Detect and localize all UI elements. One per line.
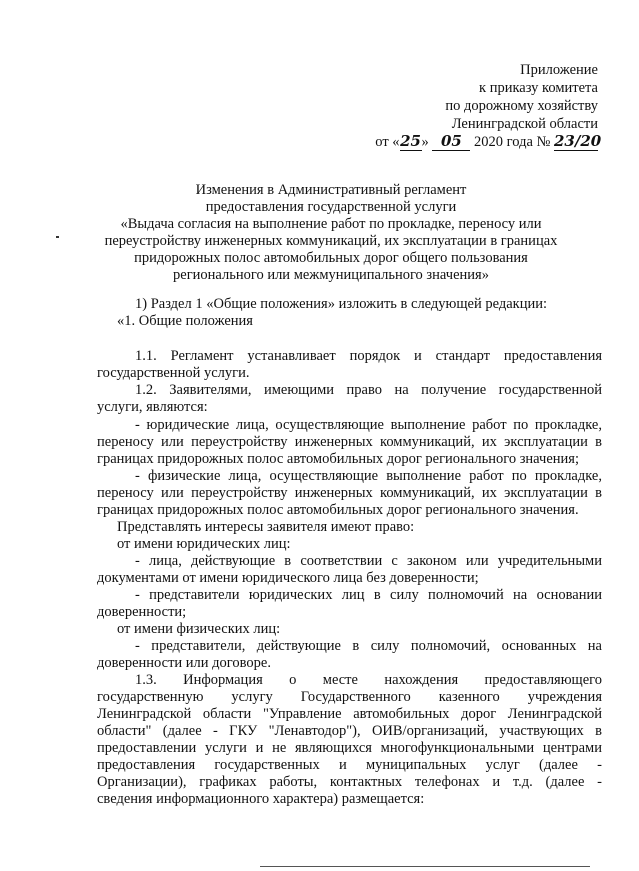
- paragraph-1-1-line-2: государственной услуги.: [97, 365, 250, 381]
- title-line-5: придорожных полос автомобильных дорог общего пользования: [134, 250, 528, 266]
- section-heading: «1. Общие положения: [117, 313, 253, 329]
- list-item-physical-line-1: - физические лица, осуществляющие выполнение работ по прокладке,: [135, 468, 602, 484]
- list-item-legal-line-3: границах придорожных полос автомобильных дорог регионального значения;: [97, 451, 579, 467]
- header-line-3: по дорожному хозяйству: [445, 98, 598, 114]
- title-line-6: регионального или межмуниципального значения»: [173, 267, 489, 283]
- handwritten-day: 25: [400, 132, 421, 150]
- title-line-1: Изменения в Административный регламент: [195, 182, 467, 198]
- margin-mark: [56, 236, 59, 238]
- date-year: 2020 года №: [474, 134, 551, 150]
- list-item-legal-line-2: переносу или переустройству инженерных коммуникаций, их эксплуатации в: [97, 434, 602, 450]
- representatives-intro: Представлять интересы заявителя имеют право:: [117, 519, 415, 535]
- date-prefix: от «: [375, 134, 400, 150]
- paragraph-1-3-line-5: предоставлении услуги и не являющихся многофункциональными центрами: [97, 740, 602, 756]
- date-mid: »: [421, 134, 429, 150]
- list-item-acting-line-1: - лица, действующие в соответствии с законом или учредительными: [135, 553, 602, 569]
- list-item-representatives-line-2: доверенности;: [97, 604, 187, 620]
- list-item-physical-line-3: границах придорожных полос автомобильных дорог регионального значения.: [97, 502, 579, 518]
- paragraph-1-3-line-3: Ленинградской области "Управление автомобильных дорог Ленинградской: [97, 706, 602, 722]
- paragraph-1-3-line-7: Организации), графиках работы, контактных телефонах и т.д. (далее -: [97, 774, 602, 790]
- intro-line-1: 1) Раздел 1 «Общие положения» изложить в следующей редакции:: [135, 296, 548, 312]
- list-item-acting-line-2: документами от имени юридического лица без доверенности;: [97, 570, 479, 586]
- paragraph-1-3-line-4: области" (далее - ГКУ "Ленавтодор"), ОИВ/организаций, участвующих в: [97, 723, 602, 739]
- paragraph-1-3-line-2: государственную услугу Государственного казенного учреждения: [97, 689, 602, 705]
- list-item-physical-reps-line-2: доверенности или договоре.: [97, 655, 271, 671]
- title-line-4: переустройству инженерных коммуникаций, их эксплуатации в границах: [104, 233, 558, 249]
- paragraph-1-3-line-6: предоставления государственных и муниципальных услуг (далее -: [97, 757, 602, 773]
- list-item-representatives-line-1: - представители юридических лиц в силу полномочий на основании: [135, 587, 602, 603]
- physical-persons-heading: от имени физических лиц:: [117, 621, 281, 637]
- handwritten-month: 05: [432, 133, 470, 151]
- title-line-3: «Выдача согласия на выполнение работ по прокладке, переносу или: [120, 216, 542, 232]
- header-line-1: Приложение: [520, 62, 598, 78]
- list-item-physical-line-2: переносу или переустройству инженерных коммуникаций, их эксплуатации в: [97, 485, 602, 501]
- header-date-line: [375, 132, 602, 151]
- paragraph-1-3-line-1: 1.3. Информация о месте нахождения предоставляющего: [135, 672, 602, 688]
- legal-entities-heading: от имени юридических лиц:: [117, 536, 291, 552]
- list-item-legal-line-1: - юридические лица, осуществляющие выполнение работ по прокладке,: [135, 417, 602, 433]
- paragraph-1-3-line-8: сведения информационного характера) размещается:: [97, 791, 425, 807]
- paragraph-1-1-line-1: 1.1. Регламент устанавливает порядок и стандарт предоставления: [135, 348, 602, 364]
- handwritten-number: 23/20: [554, 132, 602, 150]
- paragraph-1-2-line-1: 1.2. Заявителями, имеющими право на получение государственной: [135, 382, 602, 398]
- header-line-2: к приказу комитета: [479, 80, 598, 96]
- title-line-2: предоставления государственной услуги: [205, 199, 457, 215]
- header-line-4: Ленинградской области: [451, 116, 598, 132]
- list-item-physical-reps-line-1: - представители, действующие в силу полномочий, основанных на: [135, 638, 602, 654]
- paragraph-1-2-line-2: услуги, являются:: [97, 399, 208, 415]
- bottom-rule: [260, 866, 590, 867]
